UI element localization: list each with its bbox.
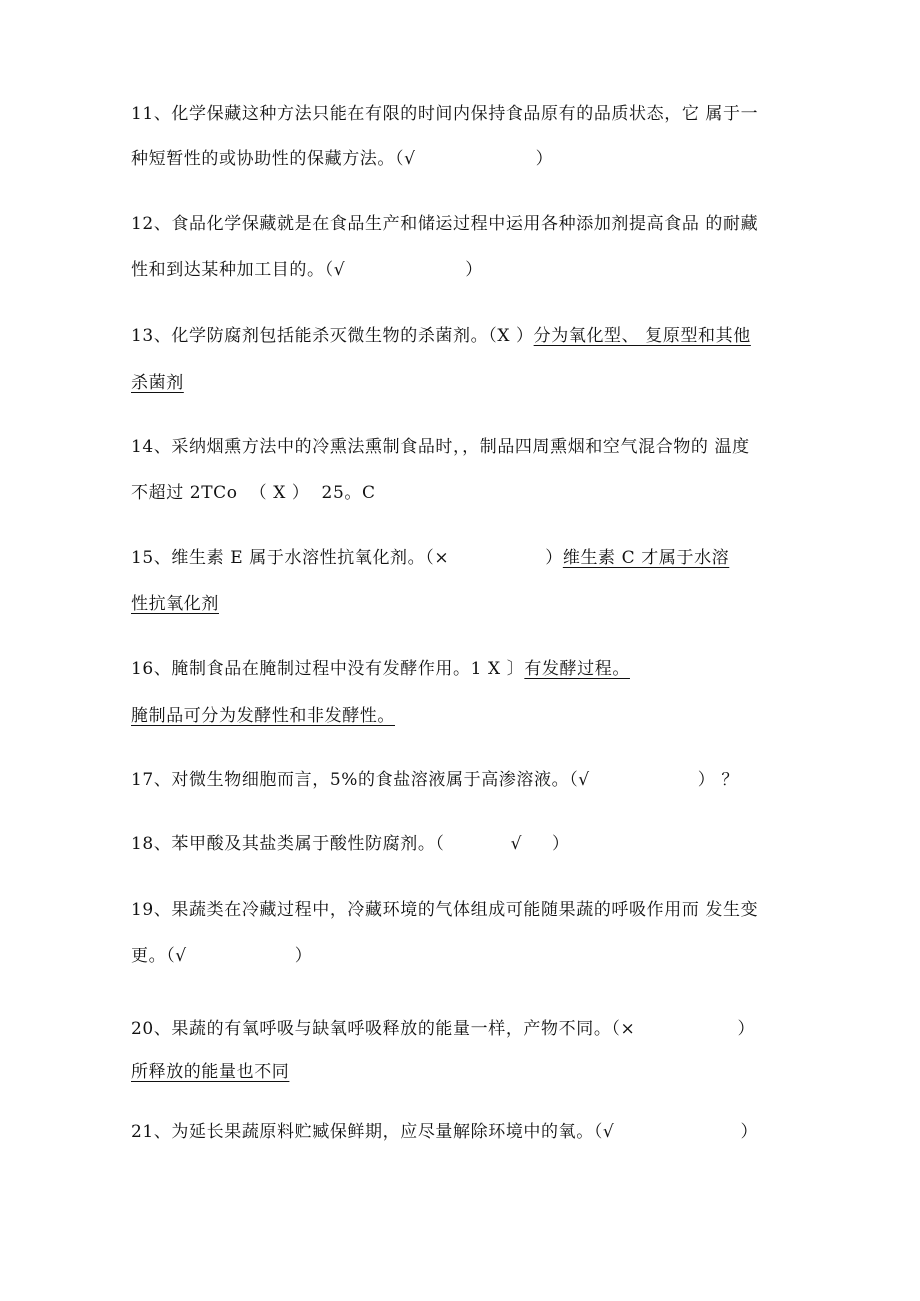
item-15-line-2 [131, 593, 811, 615]
item-11-line-2 [131, 148, 811, 170]
item-16-line-1 [131, 658, 811, 680]
item-13-correction-1: 分为氧化型、 复原型和其他 [533, 326, 751, 346]
item-17-text-1: 17、对微生物细胞而言，5%的食盐溶液属于高渗溶液。（√ ） ？ [131, 770, 740, 790]
item-19-text-1: 19、果蔬类在冷藏过程中，冷藏环境的气体组成可能随果蔬的呼吸作用而 发生变 [131, 900, 759, 920]
item-16-correction-2: 腌制品可分为发酵性和非发酵性。 [131, 706, 395, 726]
item-14-text-1: 14、采纳烟熏方法中的冷熏法熏制食品时，，制品四周熏烟和空气混合物的 温度 [131, 437, 750, 457]
item-14-line-1 [131, 436, 811, 458]
item-12-text-2: 性和到达某种加工目的。（√ ） [131, 260, 483, 280]
item-13-correction-2: 杀菌剂 [131, 373, 184, 393]
item-19-line-2 [131, 945, 811, 967]
item-14-text-2: 不超过 2TCo （ X ） 25。C [131, 483, 376, 503]
item-11-text-2: 种短暂性的或协助性的保藏方法。（√ ） [131, 149, 554, 169]
item-19-line-1 [131, 899, 811, 921]
item-13-line-2 [131, 372, 811, 394]
item-15-correction-1: 维生素 C 才属于水溶 [562, 548, 730, 568]
item-15-line-1 [131, 547, 811, 569]
item-21-line-1 [131, 1121, 811, 1143]
item-13-text-1: 13、化学防腐剂包括能杀灭微生物的杀菌剂。（X ） [131, 326, 534, 346]
item-11-text-1: 11、化学保藏这种方法只能在有限的时间内保持食品原有的品质状态，它 属于一 [131, 104, 759, 124]
item-12-text-1: 12、食品化学保藏就是在食品生产和储运过程中运用各种添加剂提高食品 的耐藏 [131, 214, 759, 234]
item-15-correction-2: 性抗氧化剂 [131, 594, 219, 614]
item-18-text-1: 18、苯甲酸及其盐类属于酸性防腐剂。（ √ ） [131, 834, 570, 854]
item-14-line-2 [131, 482, 811, 504]
item-18-line-1 [131, 833, 811, 855]
item-20-text-1: 20、果蔬的有氧呼吸与缺氧呼吸释放的能量一样，产物不同。（× ） [131, 1019, 756, 1039]
item-20-line-2 [131, 1061, 811, 1083]
item-11-line-1 [131, 103, 811, 125]
item-17-line-1 [131, 769, 811, 791]
item-20-correction: 所释放的能量也不同 [131, 1062, 290, 1082]
item-13-line-1 [131, 325, 811, 347]
item-12-line-2 [131, 259, 811, 281]
item-16-line-2 [131, 705, 811, 727]
item-20-line-1 [131, 1018, 811, 1040]
item-12-line-1 [131, 213, 811, 235]
item-16-text-1: 16、腌制食品在腌制过程中没有发酵作用。1 X 〕 [131, 659, 525, 679]
item-16-correction-1: 有发酵过程。 [524, 659, 630, 679]
item-19-text-2: 更。（√ ） [131, 946, 313, 966]
item-15-text-1: 15、维生素 E 属于水溶性抗氧化剂。（× ） [131, 548, 563, 568]
item-21-text-1: 21、为延长果蔬原料贮臧保鲜期，应尽量解除环境中的氧。（√ ） [131, 1122, 759, 1142]
